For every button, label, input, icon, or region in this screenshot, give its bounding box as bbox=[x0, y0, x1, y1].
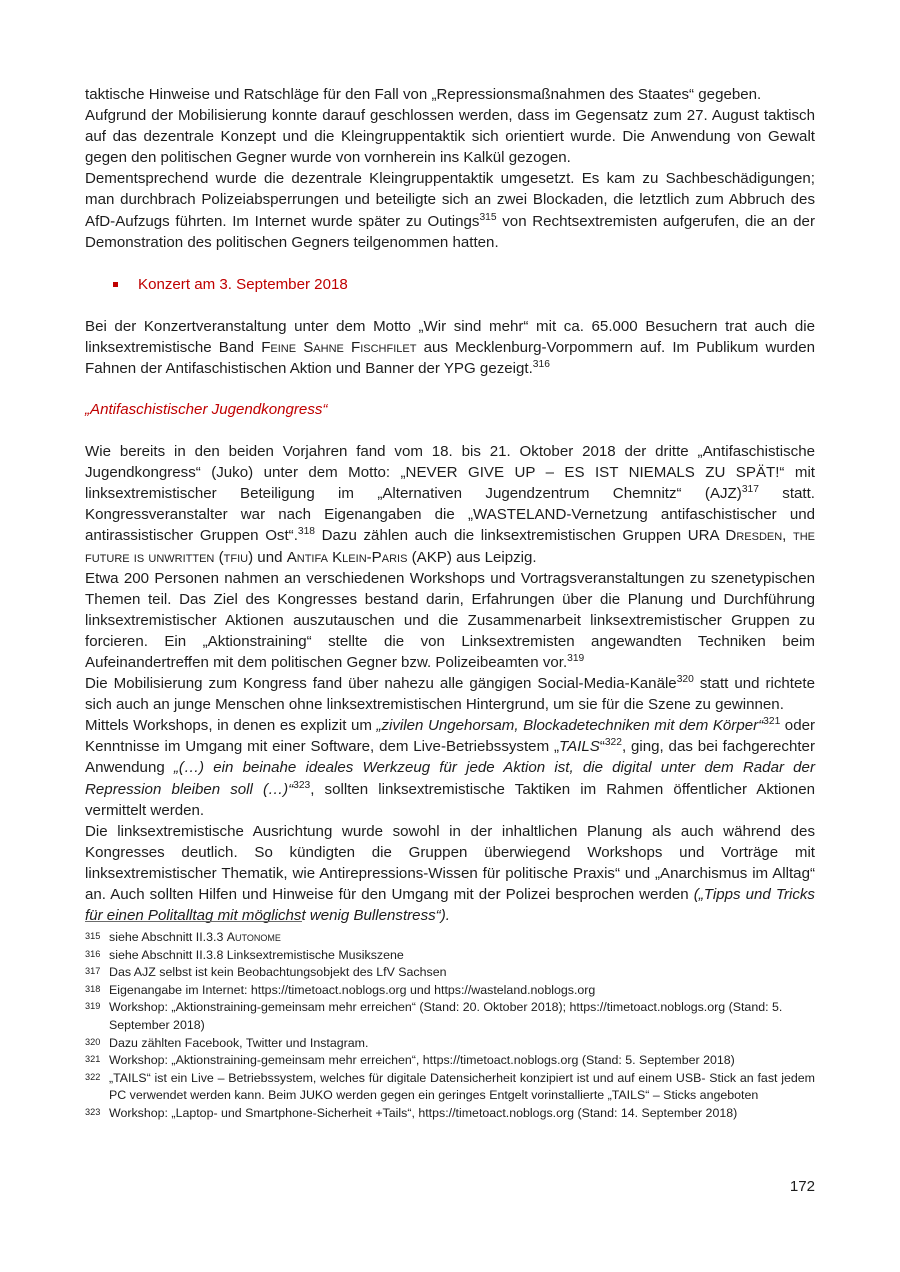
footnote-number: 315 bbox=[85, 931, 101, 941]
footnote-number: 323 bbox=[85, 1106, 101, 1117]
page-content bbox=[85, 84, 815, 926]
paragraph-8-text-b: oder Kenntnisse im Umgang mit einer Software, dem Live-Betriebssystem „ bbox=[85, 717, 816, 756]
footnote-number: 319 bbox=[85, 1001, 101, 1012]
footnote-text: siehe Abschnitt II.3.8 Linksextremistische Musikszene bbox=[109, 947, 404, 962]
footnote-item bbox=[85, 1105, 815, 1123]
footnote-item bbox=[85, 982, 815, 1000]
paragraph-5-text-g: (AKP) aus Leipzig. bbox=[407, 548, 537, 566]
paragraph-5 bbox=[85, 441, 815, 568]
footnote-ref-323[interactable]: 323 bbox=[293, 779, 311, 791]
paragraph-5-text-e: ( bbox=[214, 548, 224, 566]
footnote-text bbox=[109, 929, 815, 947]
band-name-smallcaps: Feine Sahne Fischfilet bbox=[261, 338, 417, 356]
paragraph-8-text-c: “ bbox=[599, 738, 605, 756]
paragraph-5-text-d: , bbox=[782, 527, 793, 545]
footnote-smallcaps: Autonome bbox=[226, 930, 281, 944]
paragraph-5-text-c: Dazu zählen auch die linksextremistischen Gruppen URA bbox=[315, 527, 726, 545]
paragraph-8-text-d: , ging, das bei fachgerechter Anwendung bbox=[85, 738, 815, 777]
paragraph-7-text-a: Die Mobilisierung zum Kongress fand über nahezu alle gängigen Social-Media-Kanäle bbox=[85, 675, 677, 693]
footnote-text: Dazu zählten Facebook, Twitter und Instagram. bbox=[109, 1035, 369, 1050]
footnote-text: Workshop: „Aktionstraining-gemeinsam mehr erreichen“ (Stand: 20. Oktober 2018); https://timetoact.noblogs.org (Stand: 5. September 2018) bbox=[109, 1000, 783, 1032]
footnote-item bbox=[85, 1070, 815, 1105]
footnote-separator-rule bbox=[85, 921, 302, 922]
footnote-text: Workshop: „Aktionstraining-gemeinsam mehr erreichen“, https://timetoact.noblogs.org (Stand: 5. September 2018) bbox=[109, 1053, 735, 1068]
paragraph-2 bbox=[85, 105, 815, 168]
paragraph-5-text-f: ) und bbox=[248, 548, 287, 566]
footnote-number: 320 bbox=[85, 1036, 101, 1047]
bullet-heading-konzert bbox=[85, 274, 815, 295]
footnote-ref-321[interactable]: 321 bbox=[763, 716, 781, 728]
paragraph-9-text: Die linksextremistische Ausrichtung wurde sowohl in der inhaltlichen Planung als auch während des Kongresses deutlich. So kündigten die Gruppen überwiegend Workshops und Vorträge mit linksextremistischer Thematik, wie Antirepressions-Wissen für politische Praxis“ und „Anarchismus im Alltag“ an. Auch sollten Hilfen und Hinweise für den Umgang mit der Polizei besprochen werden bbox=[85, 822, 815, 903]
group-name-tfiu: the future is unwritten bbox=[85, 527, 815, 566]
paragraph-7-text-b: statt und richtete sich auch an junge Menschen ohne linksextremistischen Hintergrund, um sie für die Szene zu gewinnen. bbox=[85, 675, 815, 714]
paragraph-6 bbox=[85, 568, 815, 673]
footnote-item bbox=[85, 1035, 815, 1053]
paragraph-3-text-b: von Rechtsextremisten aufgerufen, die an der Demonstration des politischen Gegners teilgenommen hatten. bbox=[85, 212, 815, 251]
paragraph-7 bbox=[85, 673, 815, 715]
footnote-item bbox=[85, 929, 815, 947]
footnote-number: 318 bbox=[85, 983, 101, 994]
square-bullet-icon bbox=[113, 282, 118, 287]
tails-name: TAILS bbox=[559, 738, 600, 756]
footnote-item bbox=[85, 947, 815, 965]
footnote-ref-319[interactable]: 319 bbox=[567, 652, 585, 664]
paragraph-6-text: Etwa 200 Personen nahmen an verschiedenen Workshops und Vortragsveranstaltungen zu szenetypischen Themen teil. Das Ziel des Kongresses bestand darin, Erfahrungen über die Planung und Durchführung linksextremistischer Aktionen auszutauschen und die Zusammenarbeit linksextremistischer Gruppen zu forcieren. Ein „Aktionstraining“ stellte die von Linksextremisten angewandten Techniken beim Aufeinandertreffen mit dem politischen Gegner bzw. Polizeibeamten vor. bbox=[85, 569, 815, 671]
red-italic-heading: „Antifaschistischer Jugendkongress“ bbox=[85, 401, 328, 419]
paragraph-3 bbox=[85, 168, 815, 252]
group-name-akp: Antifa Klein-Paris bbox=[286, 548, 408, 566]
footnote-text-a: siehe Abschnitt II.3.3 bbox=[109, 930, 227, 944]
footnote-number: 321 bbox=[85, 1054, 101, 1065]
spacer bbox=[85, 379, 815, 399]
quote-tipps-und-tricks: („Tipps und Tricks für einen Politalltag mit möglichst wenig Bullenstress“). bbox=[85, 886, 815, 925]
footnote-item bbox=[85, 964, 815, 982]
footnote-ref-316[interactable]: 316 bbox=[532, 358, 550, 370]
paragraph-8 bbox=[85, 715, 815, 820]
spacer bbox=[85, 420, 815, 441]
footnotes-section bbox=[85, 921, 815, 1123]
footnote-text: „TAILS“ ist ein Live – Betriebssystem, welches für digitale Datensicherheit konzipiert ist und auf einem USB- Stick an fast jedem PC verwendet werden kann. Beim JUKO werden gegen ein geringes Entgelt vorinstallierte „TAILS“ – Sticks angeboten bbox=[109, 1070, 815, 1103]
footnote-text: Eigenangabe im Internet: https://timetoact.noblogs.org und https://wasteland.noblogs.org bbox=[109, 982, 596, 997]
group-name-dresden: Dresden bbox=[725, 527, 783, 545]
footnote-item bbox=[85, 1052, 815, 1070]
bullet-heading-label: Konzert am 3. September 2018 bbox=[138, 275, 348, 293]
quote-zivilen-ungehorsam: „zivilen Ungehorsam, Blockadetechniken mit dem Körper“ bbox=[376, 717, 764, 735]
group-abbr-tfiu: tfiu bbox=[223, 548, 249, 566]
footnote-number: 322 bbox=[85, 1071, 101, 1082]
paragraph-9 bbox=[85, 821, 815, 926]
footnote-item bbox=[85, 999, 815, 1034]
spacer bbox=[85, 295, 815, 316]
footnote-ref-318[interactable]: 318 bbox=[297, 526, 316, 538]
footnote-ref-317[interactable]: 317 bbox=[741, 484, 759, 496]
paragraph-2-text: Aufgrund der Mobilisierung konnte darauf geschlossen werden, dass im Gegensatz zum 27. August taktisch auf das dezentrale Konzept und die Kleingruppentaktik sich orientiert wurde. Die Anwendung von Gewalt gegen den politischen Gegner wurde von vornherein ins Kalkül gezogen. bbox=[85, 107, 815, 167]
footnote-ref-315[interactable]: 315 bbox=[479, 211, 497, 223]
paragraph-4-text-b: aus Mecklenburg-Vorpommern auf. Im Publikum wurden Fahnen der Antifaschistischen Aktion und Banner der YPG gezeigt. bbox=[85, 338, 815, 377]
page-number: 172 bbox=[789, 1178, 815, 1195]
paragraph-1 bbox=[85, 84, 815, 105]
footnote-ref-322[interactable]: 322 bbox=[604, 737, 622, 749]
footnote-number: 317 bbox=[85, 966, 101, 977]
paragraph-1-text: taktische Hinweise und Ratschläge für den Fall von „Repressionsmaßnahmen des Staates“ gegeben. bbox=[85, 86, 762, 103]
footnote-number: 316 bbox=[85, 948, 101, 959]
paragraph-5-text-a: Wie bereits in den beiden Vorjahren fand vom 18. bis 21. Oktober 2018 der dritte „Antifaschistische Jugendkongress“ (Juko) unter dem Motto: „NEVER GIVE UP – ES IST NIEMALS ZU SPÄT!“ mit linksextremistischer Beteiligung im „Alternativen Jugendzentrum Chemnitz“ (AJZ) bbox=[85, 443, 815, 503]
paragraph-3-text-a: Dementsprechend wurde die dezentrale Kleingruppentaktik umgesetzt. Es kam zu Sachbeschädigungen; man durchbrach Polizeiabsperrungen und beteiligte sich an zwei Blockaden, die letztlich zum Abbruch des AfD-Aufzugs führten. Im Internet wurde später zu Outings bbox=[85, 170, 815, 230]
paragraph-8-text-e: , sollten linksextremistische Taktiken im Rahmen öffentlicher Aktionen vermittelt werden. bbox=[85, 780, 815, 819]
paragraph-4 bbox=[85, 316, 815, 379]
footnote-text: Workshop: „Laptop- und Smartphone-Sicherheit +Tails“, https://timetoact.noblogs.org (Stand: 14. September 2018) bbox=[109, 1105, 738, 1120]
paragraph-4-text-a: Bei der Konzertveranstaltung unter dem Motto „Wir sind mehr“ mit ca. 65.000 Besuchern trat auch die linksextremistische Band bbox=[85, 317, 815, 356]
paragraph-5-text-b: statt. Kongressveranstalter war nach Eigenangaben die „WASTELAND-Vernetzung antifaschistischer und antirassistischer Gruppen Ost“. bbox=[85, 485, 815, 545]
paragraph-8-text-a: Mittels Workshops, in denen es explizit um bbox=[85, 717, 377, 735]
footnote-ref-320[interactable]: 320 bbox=[676, 674, 694, 686]
footnote-text: Das AJZ selbst ist kein Beobachtungsobjekt des LfV Sachsen bbox=[109, 965, 447, 980]
quote-ideales-werkzeug: „(…) ein beinahe ideales Werkzeug für jede Aktion ist, die digital unter dem Radar der Repression bleiben soll (…)“ bbox=[85, 759, 815, 798]
